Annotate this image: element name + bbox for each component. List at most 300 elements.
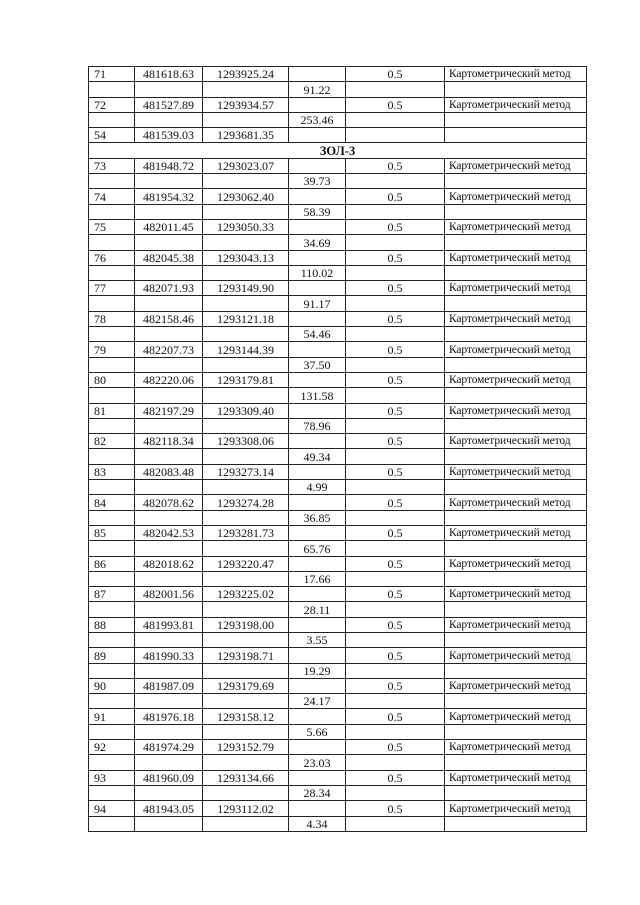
point-number-cell: 82 <box>89 434 135 449</box>
segment-length-row <box>89 755 587 770</box>
x-coordinate-cell: 481993.81 <box>135 617 203 632</box>
point-number-cell: 72 <box>89 97 135 112</box>
empty-cell <box>135 571 203 586</box>
segment-length-cell: 37.50 <box>289 357 346 372</box>
empty-cell <box>445 724 587 739</box>
accuracy-cell: 0.5 <box>346 219 445 234</box>
empty-cell <box>203 663 289 678</box>
point-number-cell: 83 <box>89 464 135 479</box>
point-row <box>89 617 587 632</box>
coordinate-table-body <box>89 67 587 832</box>
empty-cell <box>89 204 135 219</box>
empty-cell <box>89 785 135 800</box>
y-coordinate-cell: 1293308.06 <box>203 434 289 449</box>
accuracy-cell: 0.5 <box>346 158 445 173</box>
segment-length-row <box>89 112 587 127</box>
empty-cell <box>445 388 587 403</box>
empty-cell <box>445 265 587 280</box>
empty-cell <box>89 724 135 739</box>
y-coordinate-cell: 1293274.28 <box>203 495 289 510</box>
empty-cell <box>445 418 587 433</box>
y-coordinate-cell: 1293934.57 <box>203 97 289 112</box>
coordinate-table <box>88 66 587 832</box>
point-row <box>89 709 587 724</box>
point-row <box>89 770 587 785</box>
point-number-cell: 88 <box>89 617 135 632</box>
method-cell <box>445 128 587 143</box>
segment-length-cell: 39.73 <box>289 174 346 189</box>
segment-length-cell: 78.96 <box>289 418 346 433</box>
empty-cell <box>89 449 135 464</box>
empty-cell <box>89 112 135 127</box>
point-number-cell: 78 <box>89 311 135 326</box>
point-number-cell: 93 <box>89 770 135 785</box>
empty-cell <box>346 663 445 678</box>
empty-cell <box>346 510 445 525</box>
empty-length-cell <box>289 311 346 326</box>
empty-length-cell <box>289 128 346 143</box>
empty-cell <box>203 785 289 800</box>
segment-length-cell: 65.76 <box>289 541 346 556</box>
point-row <box>89 556 587 571</box>
empty-cell <box>346 418 445 433</box>
empty-cell <box>89 357 135 372</box>
empty-cell <box>203 632 289 647</box>
point-row <box>89 158 587 173</box>
accuracy-cell: 0.5 <box>346 372 445 387</box>
point-number-cell: 86 <box>89 556 135 571</box>
x-coordinate-cell: 481948.72 <box>135 158 203 173</box>
empty-cell <box>89 632 135 647</box>
point-number-cell: 94 <box>89 801 135 816</box>
point-number-cell: 80 <box>89 372 135 387</box>
empty-cell <box>445 510 587 525</box>
segment-length-cell: 4.99 <box>289 480 346 495</box>
empty-cell <box>445 602 587 617</box>
segment-length-row <box>89 663 587 678</box>
empty-cell <box>203 327 289 342</box>
x-coordinate-cell: 481976.18 <box>135 709 203 724</box>
empty-cell <box>346 632 445 647</box>
x-coordinate-cell: 482001.56 <box>135 587 203 602</box>
empty-cell <box>135 388 203 403</box>
empty-cell <box>89 755 135 770</box>
empty-cell <box>135 327 203 342</box>
empty-cell <box>203 235 289 250</box>
empty-cell <box>135 480 203 495</box>
y-coordinate-cell: 1293198.71 <box>203 648 289 663</box>
y-coordinate-cell: 1293158.12 <box>203 709 289 724</box>
x-coordinate-cell: 481974.29 <box>135 740 203 755</box>
point-row <box>89 67 587 82</box>
point-number-cell: 71 <box>89 67 135 82</box>
point-row <box>89 311 587 326</box>
segment-length-row <box>89 388 587 403</box>
empty-cell <box>135 632 203 647</box>
empty-length-cell <box>289 97 346 112</box>
empty-length-cell <box>289 189 346 204</box>
empty-cell <box>445 632 587 647</box>
empty-cell <box>89 174 135 189</box>
empty-cell <box>346 480 445 495</box>
method-cell: Картометрический метод <box>445 372 587 387</box>
x-coordinate-cell: 481954.32 <box>135 189 203 204</box>
empty-cell <box>135 694 203 709</box>
empty-cell <box>89 571 135 586</box>
point-row <box>89 587 587 602</box>
empty-cell <box>135 785 203 800</box>
point-number-cell: 73 <box>89 158 135 173</box>
x-coordinate-cell: 482078.62 <box>135 495 203 510</box>
empty-cell <box>135 296 203 311</box>
segment-length-cell: 28.11 <box>289 602 346 617</box>
method-cell: Картометрический метод <box>445 617 587 632</box>
empty-cell <box>135 357 203 372</box>
empty-cell <box>445 296 587 311</box>
point-row <box>89 219 587 234</box>
empty-length-cell <box>289 801 346 816</box>
segment-length-row <box>89 327 587 342</box>
segment-length-row <box>89 296 587 311</box>
x-coordinate-cell: 482207.73 <box>135 342 203 357</box>
x-coordinate-cell: 482018.62 <box>135 556 203 571</box>
empty-cell <box>346 265 445 280</box>
empty-cell <box>89 82 135 97</box>
point-number-cell: 87 <box>89 587 135 602</box>
segment-length-cell: 131.58 <box>289 388 346 403</box>
empty-cell <box>135 82 203 97</box>
empty-length-cell <box>289 403 346 418</box>
empty-length-cell <box>289 709 346 724</box>
y-coordinate-cell: 1293043.13 <box>203 250 289 265</box>
segment-length-cell: 5.66 <box>289 724 346 739</box>
y-coordinate-cell: 1293273.14 <box>203 464 289 479</box>
accuracy-cell: 0.5 <box>346 189 445 204</box>
empty-cell <box>445 449 587 464</box>
empty-cell <box>203 204 289 219</box>
empty-length-cell <box>289 587 346 602</box>
point-number-cell: 75 <box>89 219 135 234</box>
empty-cell <box>346 541 445 556</box>
empty-cell <box>445 785 587 800</box>
empty-length-cell <box>289 648 346 663</box>
empty-cell <box>346 755 445 770</box>
point-number-cell: 90 <box>89 678 135 693</box>
method-cell: Картометрический метод <box>445 281 587 296</box>
empty-cell <box>346 449 445 464</box>
empty-cell <box>135 541 203 556</box>
method-cell: Картометрический метод <box>445 587 587 602</box>
point-row <box>89 403 587 418</box>
accuracy-cell: 0.5 <box>346 281 445 296</box>
accuracy-cell: 0.5 <box>346 740 445 755</box>
empty-cell <box>203 724 289 739</box>
empty-cell <box>135 755 203 770</box>
x-coordinate-cell: 482197.29 <box>135 403 203 418</box>
empty-cell <box>135 235 203 250</box>
y-coordinate-cell: 1293309.40 <box>203 403 289 418</box>
method-cell: Картометрический метод <box>445 678 587 693</box>
y-coordinate-cell: 1293681.35 <box>203 128 289 143</box>
segment-length-row <box>89 480 587 495</box>
segment-length-cell: 54.46 <box>289 327 346 342</box>
x-coordinate-cell: 481527.89 <box>135 97 203 112</box>
method-cell: Картометрический метод <box>445 709 587 724</box>
segment-length-row <box>89 816 587 831</box>
method-cell: Картометрический метод <box>445 403 587 418</box>
x-coordinate-cell: 481618.63 <box>135 67 203 82</box>
x-coordinate-cell: 481987.09 <box>135 678 203 693</box>
y-coordinate-cell: 1293134.66 <box>203 770 289 785</box>
method-cell: Картометрический метод <box>445 464 587 479</box>
accuracy-cell: 0.5 <box>346 556 445 571</box>
accuracy-cell: 0.5 <box>346 678 445 693</box>
empty-cell <box>346 388 445 403</box>
empty-cell <box>203 388 289 403</box>
accuracy-cell: 0.5 <box>346 617 445 632</box>
y-coordinate-cell: 1293112.02 <box>203 801 289 816</box>
point-number-cell: 81 <box>89 403 135 418</box>
point-number-cell: 84 <box>89 495 135 510</box>
segment-length-cell: 49.34 <box>289 449 346 464</box>
segment-length-row <box>89 724 587 739</box>
x-coordinate-cell: 482045.38 <box>135 250 203 265</box>
segment-length-cell: 19.29 <box>289 663 346 678</box>
segment-length-row <box>89 632 587 647</box>
accuracy-cell: 0.5 <box>346 311 445 326</box>
empty-cell <box>135 204 203 219</box>
y-coordinate-cell: 1293925.24 <box>203 67 289 82</box>
point-row <box>89 740 587 755</box>
empty-cell <box>346 174 445 189</box>
method-cell: Картометрический метод <box>445 495 587 510</box>
method-cell: Картометрический метод <box>445 97 587 112</box>
point-row <box>89 372 587 387</box>
x-coordinate-cell: 482071.93 <box>135 281 203 296</box>
empty-cell <box>89 296 135 311</box>
empty-cell <box>135 449 203 464</box>
segment-length-row <box>89 174 587 189</box>
y-coordinate-cell: 1293023.07 <box>203 158 289 173</box>
point-number-cell: 77 <box>89 281 135 296</box>
empty-length-cell <box>289 678 346 693</box>
segment-length-cell: 4.34 <box>289 816 346 831</box>
empty-cell <box>346 235 445 250</box>
segment-length-cell: 253.46 <box>289 112 346 127</box>
segment-length-row <box>89 785 587 800</box>
empty-cell <box>346 571 445 586</box>
accuracy-cell: 0.5 <box>346 587 445 602</box>
empty-cell <box>89 388 135 403</box>
empty-cell <box>135 724 203 739</box>
method-cell: Картометрический метод <box>445 189 587 204</box>
segment-length-cell: 91.17 <box>289 296 346 311</box>
point-row <box>89 464 587 479</box>
method-cell: Картометрический метод <box>445 770 587 785</box>
y-coordinate-cell: 1293225.02 <box>203 587 289 602</box>
segment-length-cell: 3.55 <box>289 632 346 647</box>
empty-cell <box>203 265 289 280</box>
empty-cell <box>445 204 587 219</box>
accuracy-cell: 0.5 <box>346 801 445 816</box>
empty-length-cell <box>289 617 346 632</box>
segment-length-row <box>89 602 587 617</box>
accuracy-cell: 0.5 <box>346 342 445 357</box>
empty-cell <box>445 235 587 250</box>
section-title: ЗОЛ-3 <box>89 143 587 158</box>
segment-length-row <box>89 571 587 586</box>
segment-length-cell: 110.02 <box>289 265 346 280</box>
empty-cell <box>135 663 203 678</box>
empty-cell <box>89 602 135 617</box>
empty-cell <box>445 541 587 556</box>
x-coordinate-cell: 482158.46 <box>135 311 203 326</box>
method-cell: Картометрический метод <box>445 525 587 540</box>
y-coordinate-cell: 1293281.73 <box>203 525 289 540</box>
empty-cell <box>346 785 445 800</box>
segment-length-row <box>89 418 587 433</box>
y-coordinate-cell: 1293198.00 <box>203 617 289 632</box>
empty-cell <box>203 571 289 586</box>
segment-length-cell: 91.22 <box>289 82 346 97</box>
empty-cell <box>203 418 289 433</box>
y-coordinate-cell: 1293050.33 <box>203 219 289 234</box>
empty-cell <box>445 112 587 127</box>
empty-cell <box>203 449 289 464</box>
method-cell: Картометрический метод <box>445 556 587 571</box>
empty-cell <box>346 816 445 831</box>
empty-length-cell <box>289 525 346 540</box>
empty-cell <box>135 265 203 280</box>
empty-length-cell <box>289 556 346 571</box>
segment-length-cell: 58.39 <box>289 204 346 219</box>
empty-cell <box>89 541 135 556</box>
accuracy-cell: 0.5 <box>346 464 445 479</box>
empty-length-cell <box>289 281 346 296</box>
accuracy-cell: 0.5 <box>346 250 445 265</box>
accuracy-cell: 0.5 <box>346 525 445 540</box>
empty-cell <box>445 480 587 495</box>
method-cell: Картометрический метод <box>445 801 587 816</box>
point-number-cell: 85 <box>89 525 135 540</box>
y-coordinate-cell: 1293121.18 <box>203 311 289 326</box>
x-coordinate-cell: 481960.09 <box>135 770 203 785</box>
empty-cell <box>203 510 289 525</box>
empty-cell <box>203 602 289 617</box>
segment-length-cell: 17.66 <box>289 571 346 586</box>
empty-cell <box>346 82 445 97</box>
empty-cell <box>346 694 445 709</box>
empty-cell <box>445 663 587 678</box>
empty-cell <box>89 265 135 280</box>
empty-cell <box>445 357 587 372</box>
empty-cell <box>346 724 445 739</box>
empty-cell <box>135 510 203 525</box>
empty-cell <box>203 174 289 189</box>
method-cell: Картометрический метод <box>445 219 587 234</box>
empty-cell <box>445 755 587 770</box>
method-cell: Картометрический метод <box>445 250 587 265</box>
accuracy-cell: 0.5 <box>346 770 445 785</box>
empty-cell <box>445 816 587 831</box>
point-row <box>89 525 587 540</box>
point-row <box>89 250 587 265</box>
accuracy-cell: 0.5 <box>346 67 445 82</box>
empty-cell <box>135 174 203 189</box>
empty-cell <box>445 174 587 189</box>
point-number-cell: 76 <box>89 250 135 265</box>
empty-cell <box>89 663 135 678</box>
point-number-cell: 54 <box>89 128 135 143</box>
y-coordinate-cell: 1293144.39 <box>203 342 289 357</box>
point-row <box>89 189 587 204</box>
segment-length-cell: 24.17 <box>289 694 346 709</box>
point-number-cell: 92 <box>89 740 135 755</box>
empty-length-cell <box>289 67 346 82</box>
segment-length-cell: 34.69 <box>289 235 346 250</box>
x-coordinate-cell: 481943.05 <box>135 801 203 816</box>
empty-cell <box>445 327 587 342</box>
accuracy-cell: 0.5 <box>346 434 445 449</box>
x-coordinate-cell: 482011.45 <box>135 219 203 234</box>
method-cell: Картометрический метод <box>445 740 587 755</box>
y-coordinate-cell: 1293062.40 <box>203 189 289 204</box>
empty-length-cell <box>289 342 346 357</box>
segment-length-cell: 28.34 <box>289 785 346 800</box>
empty-cell <box>346 357 445 372</box>
segment-length-row <box>89 449 587 464</box>
empty-cell <box>346 296 445 311</box>
point-row <box>89 801 587 816</box>
empty-cell <box>89 694 135 709</box>
y-coordinate-cell: 1293149.90 <box>203 281 289 296</box>
coordinate-table-page <box>88 66 586 832</box>
empty-cell <box>89 816 135 831</box>
segment-length-row <box>89 204 587 219</box>
segment-length-row <box>89 510 587 525</box>
empty-cell <box>89 418 135 433</box>
y-coordinate-cell: 1293179.69 <box>203 678 289 693</box>
method-cell: Картометрический метод <box>445 158 587 173</box>
empty-cell <box>203 112 289 127</box>
empty-cell <box>89 235 135 250</box>
empty-length-cell <box>289 158 346 173</box>
x-coordinate-cell: 482118.34 <box>135 434 203 449</box>
empty-cell <box>346 204 445 219</box>
empty-length-cell <box>289 464 346 479</box>
point-row <box>89 434 587 449</box>
segment-length-cell: 36.85 <box>289 510 346 525</box>
empty-cell <box>346 112 445 127</box>
point-number-cell: 91 <box>89 709 135 724</box>
empty-cell <box>203 480 289 495</box>
point-row <box>89 648 587 663</box>
empty-cell <box>203 296 289 311</box>
empty-cell <box>89 510 135 525</box>
x-coordinate-cell: 481990.33 <box>135 648 203 663</box>
accuracy-cell: 0.5 <box>346 648 445 663</box>
point-row <box>89 342 587 357</box>
empty-cell <box>445 82 587 97</box>
empty-cell <box>89 480 135 495</box>
empty-cell <box>445 571 587 586</box>
method-cell: Картометрический метод <box>445 311 587 326</box>
empty-cell <box>346 327 445 342</box>
empty-cell <box>135 816 203 831</box>
x-coordinate-cell: 482042.53 <box>135 525 203 540</box>
method-cell: Картометрический метод <box>445 67 587 82</box>
method-cell: Картометрический метод <box>445 342 587 357</box>
